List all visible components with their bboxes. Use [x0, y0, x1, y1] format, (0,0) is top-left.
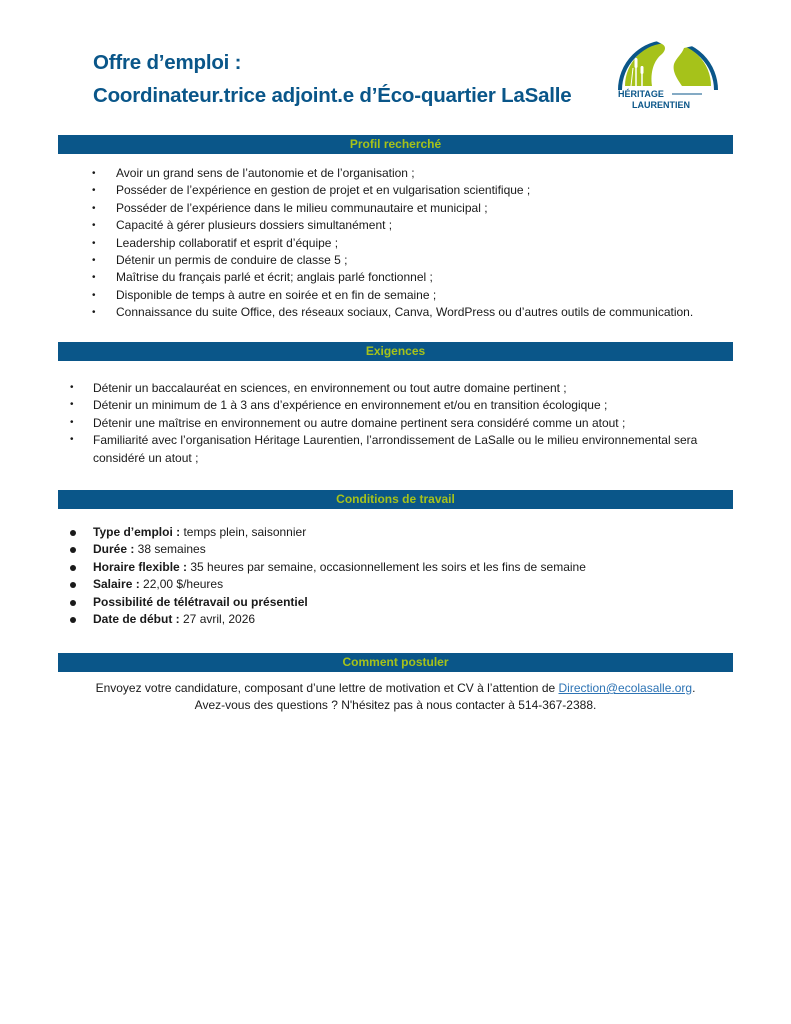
list-item — [70, 611, 586, 628]
list-item: • Détenir un baccalauréat en sciences, en environnement ou tout autre domaine pertinent ; — [70, 381, 567, 395]
bullet-icon: • — [70, 382, 74, 393]
logo-line-2: LAURENTIEN — [632, 100, 690, 110]
list-item: • Disponible de temps à autre en soirée et en fin de semaine ; — [92, 287, 693, 304]
heron-logo-icon — [606, 24, 730, 110]
title-line-1: Offre d’emploi : — [93, 51, 242, 74]
list-item: • Détenir un minimum de 1 à 3 ans d’expérience en environnement et/ou en transition écologique ; — [70, 398, 608, 413]
condition-label: Possibilité de télétravail ou présentiel — [93, 594, 308, 609]
exigences-list — [70, 380, 740, 467]
bullet-icon: • — [70, 399, 74, 411]
section-header-postuler: Comment postuler — [58, 653, 733, 672]
bullet-icon: • — [70, 416, 74, 428]
section-header-exigences: Exigences — [58, 342, 733, 361]
bullet-icon — [70, 597, 75, 602]
bullet-icon: • — [92, 202, 96, 214]
conditions-list — [70, 524, 586, 628]
condition-label: Type d’emploi : — [93, 525, 181, 539]
condition-label: Salaire : — [93, 577, 140, 592]
condition-value: 27 avril, 2026 — [179, 612, 256, 627]
condition-label: Horaire flexible : — [93, 559, 188, 574]
bullet-icon — [70, 562, 75, 567]
condition-value: 22,00 $/heures — [139, 577, 224, 592]
list-item: • Détenir une maîtrise en environnement ou autre domaine pertinent sera considéré comme un atout ; — [70, 415, 626, 430]
list-item: • Détenir un permis de conduire de classe 5 ; — [92, 252, 693, 269]
list-item: • Avoir un grand sens de l’autonomie et de l’organisation ; — [92, 165, 693, 182]
list-item: • Familiarité avec l’organisation Héritage Laurentien, l’arrondissement de LaSalle ou le milieu environnemental sera considéré un atout ; — [70, 433, 698, 465]
apply-instructions — [58, 680, 733, 714]
bullet-icon: • — [70, 434, 74, 446]
bullet-icon: • — [92, 220, 96, 232]
bullet-icon — [70, 579, 75, 584]
list-item: • Posséder de l’expérience dans le milieu communautaire et municipal ; — [92, 200, 693, 217]
list-item — [70, 594, 586, 611]
condition-value: 35 heures par semaine, occasionnellement les soirs et les fins de semaine — [187, 559, 586, 574]
list-item: • Capacité à gérer plusieurs dossiers simultanément ; — [92, 217, 693, 234]
list-item: • Connaissance du suite Office, des réseaux sociaux, Canva, WordPress ou d’autres outils de communication. — [92, 304, 693, 321]
bullet-icon — [70, 544, 75, 549]
list-item: • Posséder de l’expérience en gestion de projet et en vulgarisation scientifique ; — [92, 182, 693, 199]
condition-label: Date de début : — [93, 612, 180, 627]
condition-value: temps plein, saisonnier — [180, 525, 307, 539]
bullet-icon — [70, 527, 75, 532]
condition-value: 38 semaines — [134, 542, 206, 557]
email-link[interactable]: Direction@ecolasalle.org — [558, 681, 693, 695]
bullet-icon: • — [92, 185, 96, 197]
bullet-icon: • — [92, 237, 96, 249]
list-item: • Leadership collaboratif et esprit d’équipe ; — [92, 235, 693, 252]
bullet-icon: • — [92, 272, 96, 284]
heritage-laurentien-logo — [606, 24, 730, 110]
list-item — [70, 524, 586, 541]
bullet-icon — [70, 614, 75, 619]
bullet-icon: • — [92, 289, 96, 301]
condition-label: Durée : — [93, 542, 135, 557]
bullet-icon: • — [92, 255, 96, 267]
list-item — [70, 541, 586, 558]
section-header-profil: Profil recherché — [58, 135, 733, 154]
bullet-icon: • — [92, 307, 96, 319]
page-title — [93, 46, 572, 112]
title-line-2: Coordinateur.trice adjoint.e d’Éco-quartier LaSalle — [93, 84, 572, 107]
list-item — [70, 576, 586, 593]
list-item: • Maîtrise du français parlé et écrit; anglais parlé fonctionnel ; — [92, 269, 693, 286]
logo-line-1: HÉRITAGE — [618, 89, 664, 99]
list-item — [70, 559, 586, 576]
apply-line-1: Envoyez votre candidature, composant d’une lettre de motivation et CV à l’attention de Direction@ecolasalle.org. — [95, 681, 696, 695]
apply-line-2: Avez-vous des questions ? N'hésitez pas à nous contacter à 514-367-2388. — [194, 698, 597, 712]
section-header-conditions: Conditions de travail — [58, 490, 733, 509]
bullet-icon: • — [92, 168, 96, 179]
profil-list — [92, 165, 693, 322]
